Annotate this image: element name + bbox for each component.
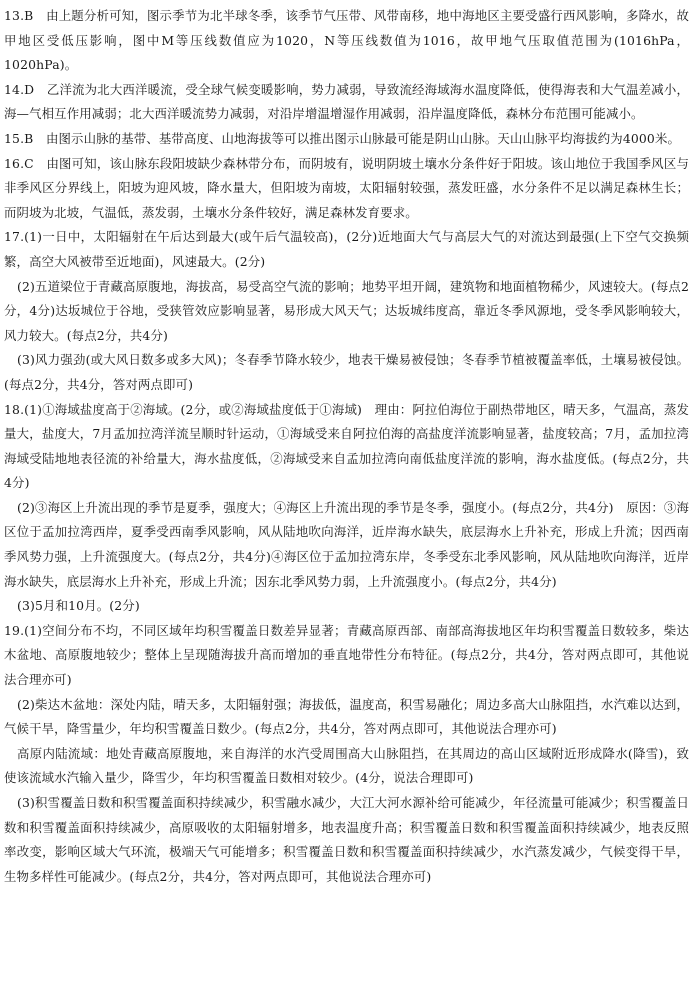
answer-text: (1)一日中，太阳辐射在午后达到最大(或午后气温较高)，(2分)近地面大气与高层大气的对流达到最强(上下空气交换频繁，高空大风被带至近地面)，风速最大。(2分)	[4, 229, 689, 269]
answer-text: (3)5月和10月。(2分)	[17, 598, 140, 614]
answer-text: B 由图示山脉的基带、基带高度、山地海拔等可以推出图示山脉最可能是阴山山脉。天山山脉平均海拔约为4000米。	[24, 130, 681, 146]
answer-item	[4, 4, 689, 78]
question-number: 18.	[4, 401, 25, 417]
question-number: 13.	[4, 8, 25, 23]
question-number: 17.	[4, 229, 25, 245]
answer-text: (2)五道梁位于青藏高原腹地，海拔高，易受高空气流的影响；地势平坦开阔，建筑物和地面植物稀少，风速较大。(每点2分，4分)达坂城位于谷地，受狭管效应影响显著，易形成大风天气；达坂城纬度高，靠近冬季风源地，受冬季风影响较大，风力较大。(每点2分，共4分)	[4, 278, 689, 343]
question-number: 16.	[4, 155, 25, 171]
question-number: 15.	[4, 130, 25, 146]
answer-item	[4, 152, 689, 226]
answer-text: C 由图可知，该山脉东段阳坡缺少森林带分布，而阴坡有，说明阴坡土壤水分条件好于阳坡。该山地位于我国季风区与非季风区分界线上，阳坡为迎风坡，降水量大，但阳坡为南坡，太阳辐射较强，蒸发旺盛，水分条件不足以满足森林生长；而阴坡为北坡，气温低，蒸发弱，土壤水分条件较好，满足森林发育要求。	[4, 155, 689, 220]
answer-list	[4, 4, 689, 889]
answer-text: (2)③海区上升流出现的季节是夏季，强度大；④海区上升流出现的季节是冬季，强度小。(每点2分，共4分) 原因：③海区位于孟加拉湾西岸，夏季受西南季风影响，风从陆地吹向海洋，近岸海水缺失，底层海水上升补充，形成上升流；因西南季风势力强，上升流强度大。(每点2分，共4分)④海区位于孟加拉湾东岸，冬季受东北季风影响，风从陆地吹向海洋，近岸海水缺失，底层海水上升补充，形成上升流；因东北季风势力弱，上升流强度小。(每点2分，共4分)	[4, 499, 689, 589]
answer-item	[4, 225, 689, 397]
answer-first-paragraph	[4, 619, 689, 693]
answer-first-paragraph	[4, 78, 689, 127]
answer-paragraph	[4, 594, 689, 619]
question-number: 14.	[4, 81, 25, 97]
answer-item	[4, 398, 689, 619]
answer-item	[4, 619, 689, 890]
answer-text: (1)空间分布不均，不同区域年均积雪覆盖日数差异显著；青藏高原西部、南部高海拔地区年均积雪覆盖日数较多，柴达木盆地、高原腹地较少；整体上呈现随海拔升高而增加的垂直地带性分布特征。(每点2分，共4分，答对两点即可，其他说法合理亦可)	[4, 622, 689, 688]
answer-text: (3)风力强劲(或大风日数多或多大风)；冬春季节降水较少，地表干燥易被侵蚀；冬春季节植被覆盖率低，土壤易被侵蚀。(每点2分，共4分，答对两点即可)	[4, 352, 689, 392]
answer-item	[4, 78, 689, 127]
answer-first-paragraph	[4, 4, 689, 78]
answer-text: (2)柴达木盆地：深处内陆，晴天多，太阳辐射强；海拔低，温度高，积雪易融化；周边多高大山脉阻挡，水汽难以达到，气候干旱，降雪量少，年均积雪覆盖日数少。(每点2分，共4分，答对两点即可，其他说法合理亦可)	[4, 696, 689, 737]
answer-first-paragraph	[4, 225, 689, 274]
answer-paragraph	[4, 742, 689, 791]
answer-first-paragraph	[4, 127, 689, 152]
answer-item	[4, 127, 689, 152]
answer-paragraph	[4, 693, 689, 742]
answer-first-paragraph	[4, 398, 689, 496]
answer-text: D 乙洋流为北大西洋暖流，受全球气候变暖影响，势力减弱，导致流经海域海水温度降低，使得海表和大气温差减小，海—气相互作用减弱；北大西洋暖流势力减弱，对沿岸增温增湿作用减弱，沿岸温度降低，森林分布范围可能减小。	[4, 81, 689, 122]
answer-text: (1)①海域盐度高于②海域。(2分，或②海域盐度低于①海域) 理由：阿拉伯海位于副热带地区，晴天多，气温高，蒸发量大，盐度大，7月孟加拉湾洋流呈顺时针运动，①海域受来自阿拉伯海的高盐度洋流影响显著，盐度较高；7月，孟加拉湾海域受陆地地表径流的补给量大，海水盐度低，②海域受来自孟加拉湾向南低盐度洋流的影响，海水盐度低。(每点2分，共4分)	[4, 401, 689, 491]
answer-paragraph	[4, 791, 689, 889]
answer-first-paragraph	[4, 152, 689, 226]
answer-text: 高原内陆流域：地处青藏高原腹地，来自海洋的水汽受周围高大山脉阻挡，在其周边的高山区域附近形成降水(降雪)，致使该流域水汽输入量少，降雪少，年均积雪覆盖日数相对较少。(4分，说法合理即可)	[4, 745, 689, 786]
answer-paragraph	[4, 348, 689, 397]
answer-text: B 由上题分析可知，图示季节为北半球冬季，该季节气压带、风带南移，地中海地区主要受盛行西风影响，多降水，故甲地区受低压影响，图中M等压线数值应为1020，N等压线数值为1016，故甲地气压取值范围为(1016hPa，1020hPa)。	[4, 8, 689, 73]
answer-paragraph	[4, 275, 689, 349]
question-number: 19.	[4, 622, 25, 638]
answer-text: (3)积雪覆盖日数和积雪覆盖面积持续减少，积雪融水减少，大江大河水源补给可能减少，年径流量可能减少；积雪覆盖日数和积雪覆盖面积持续减少，高原吸收的太阳辐射增多，地表温度升高；积雪覆盖日数和积雪覆盖面积持续减少，地表反照率改变，影响区域大气环流，极端天气可能增多；积雪覆盖日数和积雪覆盖面积持续减少，水汽蒸发减少，气候变得干旱，生物多样性可能减少。(每点2分，共4分，答对两点即可，其他说法合理亦可)	[4, 795, 689, 884]
answer-paragraph	[4, 496, 689, 594]
